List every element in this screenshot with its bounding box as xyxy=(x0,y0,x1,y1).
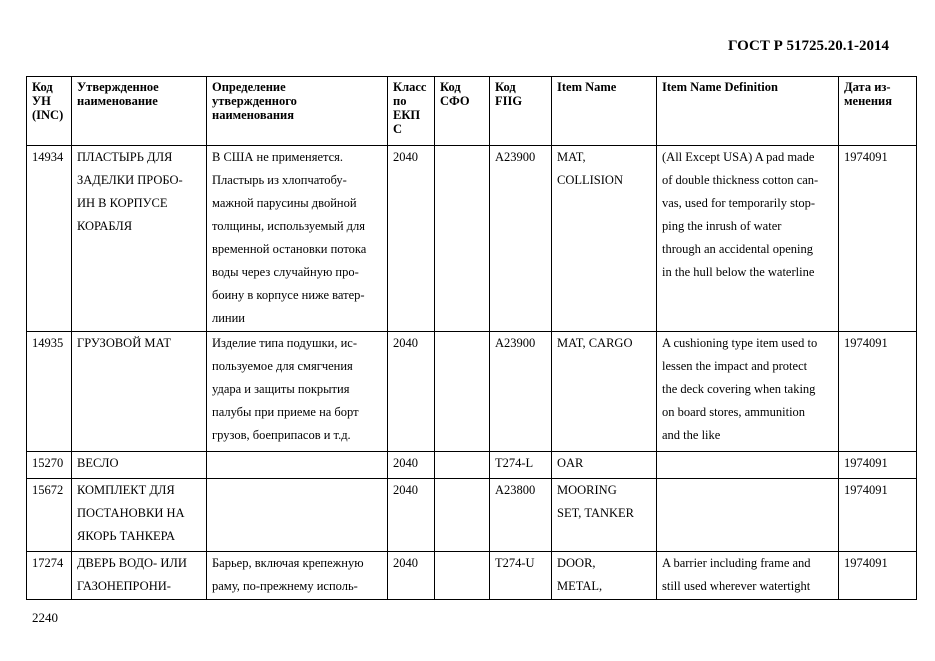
cell-item-def: (All Except USA) A pad made of double thickness cotton can- vas, used for temporarily stop- ping the inrush of water through an accidental opening in the hull below the waterline xyxy=(657,146,839,332)
catalog-table xyxy=(26,76,917,600)
cell-class: 2040 xyxy=(388,479,435,552)
cell-name-ru: КОМПЛЕКТ ДЛЯ ПОСТАНОВКИ НА ЯКОРЬ ТАНКЕРА xyxy=(72,479,207,552)
cell-name-ru: ВЕСЛО xyxy=(72,452,207,479)
col-header-def-ru: Определение утвержденного наименования xyxy=(207,77,388,146)
cell-item-name: MAT, CARGO xyxy=(552,332,657,452)
cell-date: 1974091 xyxy=(839,552,917,600)
cell-item-name: DOOR, METAL, xyxy=(552,552,657,600)
cell-date: 1974091 xyxy=(839,479,917,552)
col-header-date: Дата из- менения xyxy=(839,77,917,146)
header-row xyxy=(27,77,917,146)
cell-item-def xyxy=(657,452,839,479)
col-header-class: Класс по ЕКП С xyxy=(388,77,435,146)
col-header-name-ru: Утвержденное наименование xyxy=(72,77,207,146)
cell-fiig: A23900 xyxy=(490,332,552,452)
table-row xyxy=(27,479,917,552)
cell-sfo xyxy=(435,479,490,552)
cell-def-ru: Изделие типа подушки, ис- пользуемое для смягчения удара и защиты покрытия палубы при приеме на борт грузов, боеприпасов и т.д. xyxy=(207,332,388,452)
cell-def-ru xyxy=(207,452,388,479)
cell-name-ru: ГРУЗОВОЙ МАТ xyxy=(72,332,207,452)
col-header-item-def: Item Name Definition xyxy=(657,77,839,146)
cell-date: 1974091 xyxy=(839,146,917,332)
cell-class: 2040 xyxy=(388,452,435,479)
document-header: ГОСТ Р 51725.20.1-2014 xyxy=(727,38,889,54)
cell-inc: 17274 xyxy=(27,552,72,600)
cell-name-ru: ДВЕРЬ ВОДО- ИЛИ ГАЗОНЕПРОНИ- xyxy=(72,552,207,600)
cell-fiig: T274-L xyxy=(490,452,552,479)
cell-def-ru: В США не применяется. Пластырь из хлопчатобу- мажной парусины двойной толщины, используемый для временной остановки потока воды через случайную про- боину в корпусе ниже ватер- линии xyxy=(207,146,388,332)
cell-fiig: A23800 xyxy=(490,479,552,552)
col-header-fiig: Код FIIG xyxy=(490,77,552,146)
cell-item-name: MAT, COLLISION xyxy=(552,146,657,332)
cell-date: 1974091 xyxy=(839,332,917,452)
table-row xyxy=(27,552,917,600)
table-row xyxy=(27,452,917,479)
col-header-inc: Код УН (INC) xyxy=(27,77,72,146)
cell-inc: 15270 xyxy=(27,452,72,479)
cell-item-def: A barrier including frame and still used wherever watertight xyxy=(657,552,839,600)
table-row xyxy=(27,146,917,332)
cell-date: 1974091 xyxy=(839,452,917,479)
cell-inc: 15672 xyxy=(27,479,72,552)
page-number: 2240 xyxy=(32,610,58,625)
cell-fiig: T274-U xyxy=(490,552,552,600)
cell-item-def xyxy=(657,479,839,552)
cell-fiig: A23900 xyxy=(490,146,552,332)
cell-sfo xyxy=(435,332,490,452)
cell-inc: 14934 xyxy=(27,146,72,332)
cell-def-ru xyxy=(207,479,388,552)
col-header-sfo: Код СФО xyxy=(435,77,490,146)
cell-class: 2040 xyxy=(388,552,435,600)
col-header-item-name: Item Name xyxy=(552,77,657,146)
cell-sfo xyxy=(435,146,490,332)
cell-item-name: MOORING SET, TANKER xyxy=(552,479,657,552)
table-row xyxy=(27,332,917,452)
cell-sfo xyxy=(435,452,490,479)
cell-item-name: OAR xyxy=(552,452,657,479)
cell-item-def: A cushioning type item used to lessen the impact and protect the deck covering when taking on board stores, ammunition and the like xyxy=(657,332,839,452)
cell-def-ru: Барьер, включая крепежную раму, по-прежнему исполь- xyxy=(207,552,388,600)
cell-class: 2040 xyxy=(388,146,435,332)
cell-name-ru: ПЛАСТЫРЬ ДЛЯ ЗАДЕЛКИ ПРОБО- ИН В КОРПУСЕ КОРАБЛЯ xyxy=(72,146,207,332)
cell-inc: 14935 xyxy=(27,332,72,452)
cell-sfo xyxy=(435,552,490,600)
cell-class: 2040 xyxy=(388,332,435,452)
